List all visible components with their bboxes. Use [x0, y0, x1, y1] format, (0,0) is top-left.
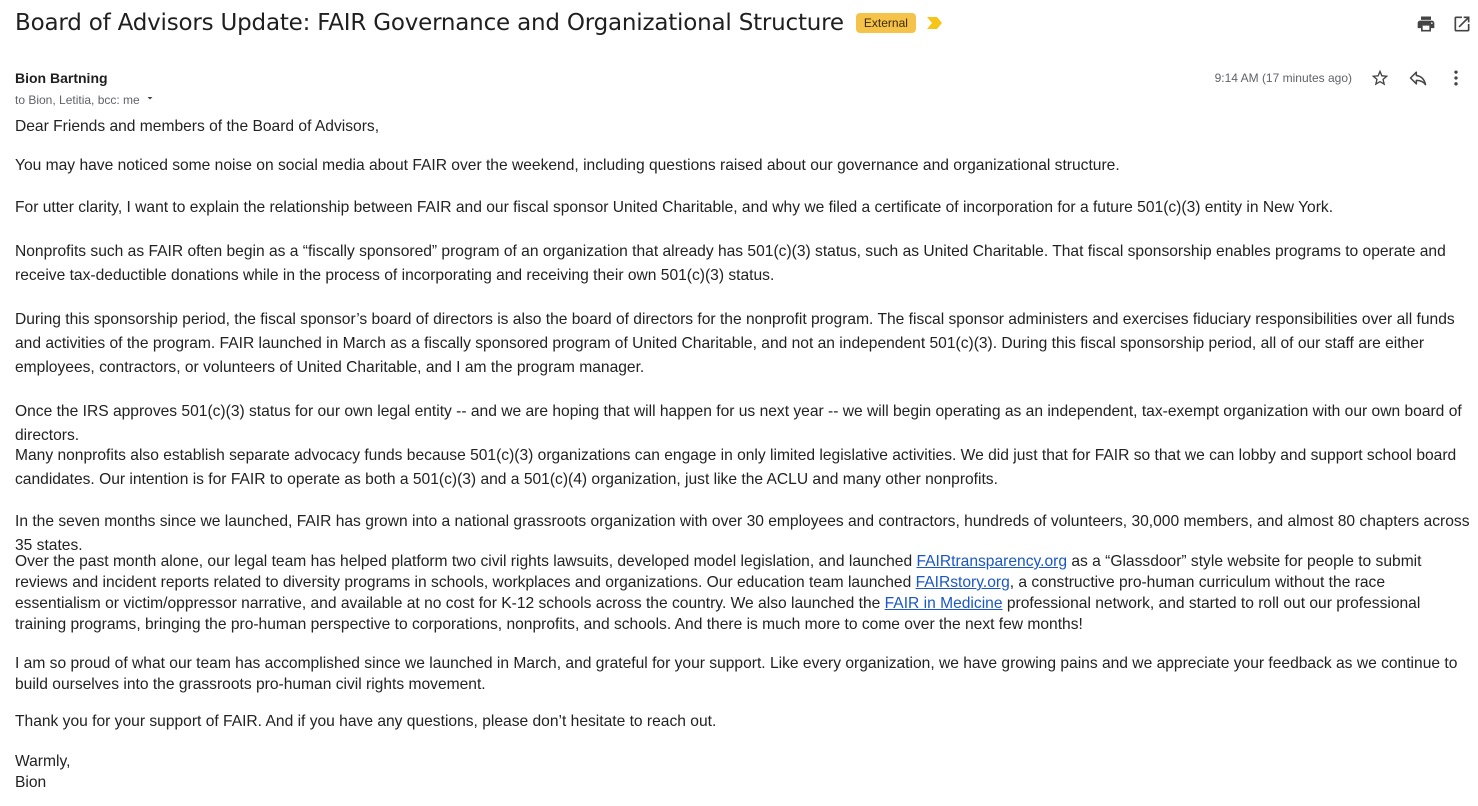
closing: Warmly,	[15, 753, 71, 770]
paragraph-7: In the seven months since we launched, FAIR has grown into a national grassroots organization with over 30 employees and contractors, hundreds of volunteers, 30,000 members, and almost 80 chapters across 35 states.	[15, 513, 1470, 554]
message-meta	[1215, 68, 1466, 88]
paragraph-8-part-c: , a constructive pro-human curriculum without the race essentialism or victim/oppressor narrative, and available at no cost for K-12 schools across the country. We also launched the	[15, 574, 1386, 612]
star-icon[interactable]	[1370, 68, 1390, 88]
importance-marker-icon[interactable]	[926, 16, 944, 30]
fairtransparency-link[interactable]: FAIRtransparency.org	[916, 553, 1067, 570]
fair-in-medicine-link[interactable]: FAIR in Medicine	[884, 595, 1003, 612]
sender-name: Bion Bartning	[15, 70, 108, 86]
greeting: Dear Friends and members of the Board of Advisors,	[15, 118, 380, 135]
timestamp: 9:14 AM (17 minutes ago)	[1214, 71, 1352, 85]
paragraph-3: Nonprofits such as FAIR often begin as a “fiscally sponsored” program of an organization that already has 501(c)(3) status, such as United Charitable. That fiscal sponsorship enables programs to operate and receive tax-deductible donations while in the process of incorporating and receiving their own 501(c)(3) status.	[15, 243, 1446, 284]
recipients-line[interactable]	[15, 92, 156, 107]
subject-row	[15, 10, 944, 36]
paragraph-1: You may have noticed some noise on social media about FAIR over the weekend, including questions raised about our governance and organizational structure.	[15, 157, 1120, 174]
paragraph-5: Once the IRS approves 501(c)(3) status for our own legal entity -- and we are hoping that will happen for us next year -- we will begin operating as an independent, tax-exempt organization with our own board of directors.	[15, 403, 1462, 444]
recipients-text: to Bion, Letitia, bcc: me	[15, 92, 140, 107]
paragraph-8-part-a: Over the past month alone, our legal team has helped platform two civil rights lawsuits, developed model legislation, and launched	[15, 553, 917, 570]
paragraph-8-part-d: professional network, and started to roll out our professional training programs, bringing the pro-human perspective to corporations, nonprofits, and schools. And there is much more to come over the next few months!	[15, 595, 1421, 633]
paragraph-4: During this sponsorship period, the fiscal sponsor’s board of directors is also the board of directors for the nonprofit program. The fiscal sponsor administers and exercises fiduciary responsibilities over all funds and activities of the program. FAIR launched in March as a fiscally sponsored program of United Charitable, and not an independent 501(c)(3). During this fiscal sponsorship period, all of our staff are either employees, contractors, or volunteers of United Charitable, and I am the program manager.	[15, 311, 1455, 376]
external-label-badge[interactable]: External	[856, 13, 916, 33]
paragraph-10: Thank you for your support of FAIR. And if you have any questions, please don’t hesitate to reach out.	[15, 713, 717, 730]
top-actions	[1416, 14, 1472, 34]
reply-icon[interactable]	[1408, 68, 1428, 88]
paragraph-6: Many nonprofits also establish separate advocacy funds because 501(c)(3) organizations can engage in only limited legislative activities. We did just that for FAIR so that we can lobby and support school board candidates. Our intention is for FAIR to operate as both a 501(c)(3) and a 501(c)(4) organization, just like the ACLU and many other nonprofits.	[15, 447, 1457, 488]
open-in-new-window-icon[interactable]	[1452, 14, 1472, 34]
chevron-down-icon[interactable]	[144, 92, 156, 107]
fairstory-link[interactable]: FAIRstory.org	[915, 574, 1010, 591]
paragraph-8	[15, 551, 1473, 635]
paragraph-2: For utter clarity, I want to explain the relationship between FAIR and our fiscal sponsor United Charitable, and why we filed a certificate of incorporation for a future 501(c)(3) entity in New York.	[15, 199, 1334, 216]
signature: Bion	[15, 774, 47, 791]
more-vert-icon[interactable]	[1446, 68, 1466, 88]
paragraph-9: I am so proud of what our team has accomplished since we launched in March, and grateful for your support. Like every organization, we have growing pains and we appreciate your feedback as we continue to build ourselves into the grassroots pro-human civil rights movement.	[15, 655, 1458, 693]
paragraph-8-part-b: as a “Glassdoor” style website for people to submit reviews and incident reports related to diversity programs in schools, workplaces and organizations. Our education team launched	[15, 553, 1422, 591]
email-subject: Board of Advisors Update: FAIR Governance and Organizational Structure	[15, 10, 844, 36]
print-icon[interactable]	[1416, 14, 1436, 34]
